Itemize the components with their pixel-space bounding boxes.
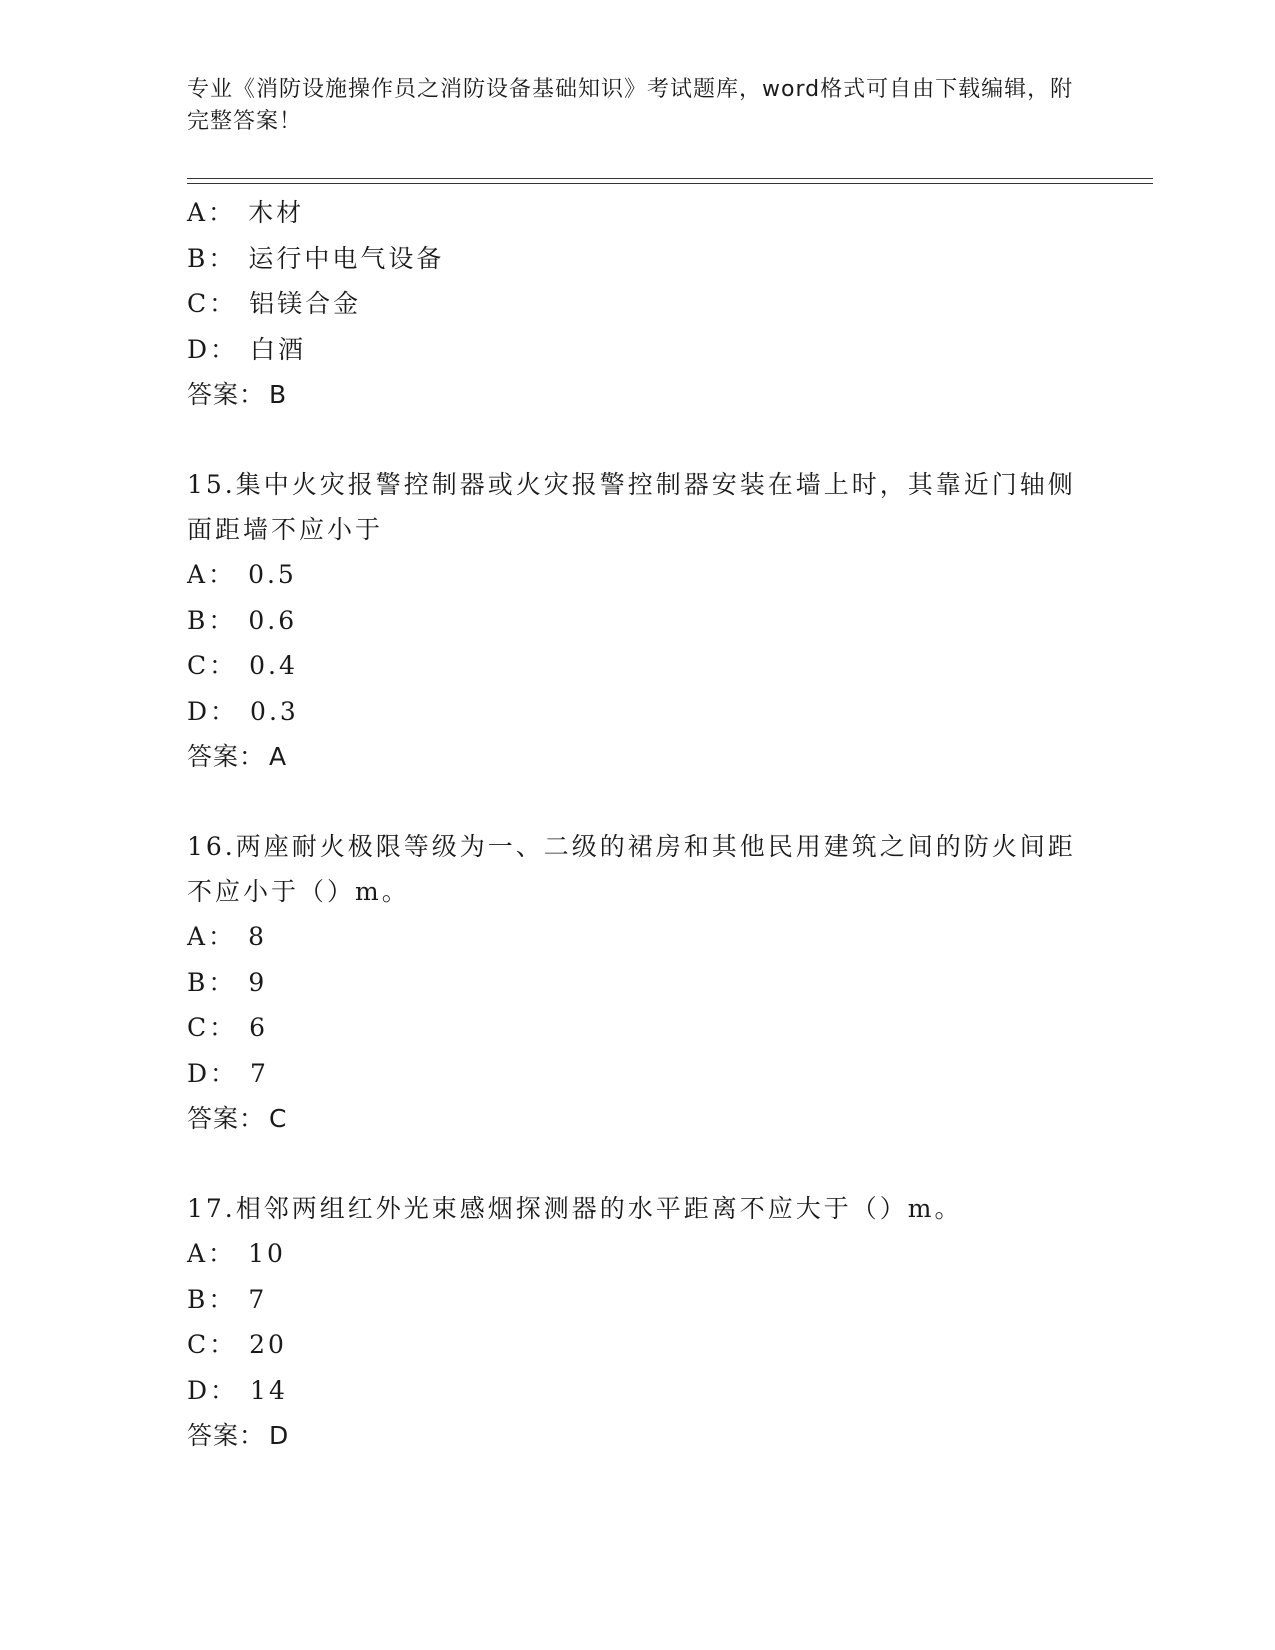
- answer-label: 答案：: [187, 742, 266, 771]
- answer-label: 答案：: [187, 1104, 266, 1133]
- answer-value: C: [269, 1104, 288, 1133]
- option-b: [187, 960, 1087, 1006]
- option-key: C：: [187, 1330, 238, 1359]
- option-text: 7: [250, 1058, 269, 1088]
- option-text: 木材: [248, 198, 305, 227]
- option-text: 0.4: [249, 651, 298, 680]
- option-key: C：: [187, 1013, 238, 1042]
- option-text: 20: [249, 1330, 287, 1359]
- option-key: A：: [187, 922, 237, 951]
- option-d: [187, 689, 1087, 735]
- option-key: A：: [187, 560, 237, 589]
- header-title: 专业《消防设施操作员之消防设备基础知识》考试题库，word格式可自由下载编辑，附完整答案！: [187, 77, 1074, 134]
- spacer: [187, 417, 1087, 462]
- option-a: [187, 190, 1087, 236]
- option-text: 0.3: [250, 696, 299, 726]
- option-key: B：: [187, 967, 237, 997]
- answer-line: [187, 372, 1087, 417]
- option-d: [187, 1051, 1087, 1097]
- option-key: A：: [187, 1239, 237, 1268]
- option-text: 14: [250, 1375, 288, 1405]
- spacer: [187, 1141, 1087, 1186]
- option-text: 6: [249, 1013, 269, 1042]
- question-stem: 16.两座耐火极限等级为一、二级的裙房和其他民用建筑之间的防火间距不应小于（）m。: [187, 832, 1076, 906]
- option-d: [187, 327, 1087, 373]
- option-a: [187, 1231, 1087, 1277]
- question-15: [187, 462, 1087, 779]
- option-text: 0.6: [248, 605, 298, 635]
- option-key: A：: [187, 198, 237, 227]
- answer-label: 答案：: [187, 380, 266, 409]
- option-key: D：: [187, 696, 239, 726]
- option-c: [187, 643, 1087, 689]
- question-17: [187, 1186, 1087, 1458]
- answer-line: [187, 1413, 1087, 1458]
- question-stem: 17.相邻两组红外光束感烟探测器的水平距离不应大于（）m。: [187, 1194, 963, 1223]
- question-stem: 15.集中火灾报警控制器或火灾报警控制器安装在墙上时，其靠近门轴侧面距墙不应小于: [187, 470, 1076, 544]
- option-text: 10: [248, 1239, 286, 1268]
- option-text: 铝镁合金: [249, 289, 362, 318]
- question-list: [187, 190, 1087, 1458]
- option-key: B：: [187, 605, 237, 635]
- option-key: C：: [187, 289, 238, 318]
- option-key: D：: [187, 1375, 239, 1405]
- option-key: B：: [187, 243, 237, 273]
- option-d: [187, 1368, 1087, 1414]
- header-divider-bottom: [187, 183, 1153, 184]
- answer-line: [187, 734, 1087, 779]
- answer-line: [187, 1096, 1087, 1141]
- option-c: [187, 1005, 1087, 1051]
- answer-value: A: [269, 742, 288, 771]
- option-key: B：: [187, 1284, 237, 1314]
- option-a: [187, 914, 1087, 960]
- option-key: D：: [187, 334, 239, 364]
- option-text: 运行中电气设备: [248, 243, 445, 273]
- option-b: [187, 1277, 1087, 1323]
- answer-label: 答案：: [187, 1421, 266, 1450]
- option-text: 8: [248, 922, 267, 951]
- spacer: [187, 779, 1087, 824]
- option-text: 白酒: [250, 334, 307, 364]
- option-b: [187, 598, 1087, 644]
- option-c: [187, 281, 1087, 327]
- document-header: [187, 74, 1087, 138]
- option-text: 9: [248, 967, 268, 997]
- question-16: [187, 824, 1087, 1141]
- question-14-continued: [187, 190, 1087, 417]
- option-key: C：: [187, 651, 238, 680]
- answer-value: B: [269, 380, 288, 409]
- option-key: D：: [187, 1058, 239, 1088]
- option-c: [187, 1322, 1087, 1368]
- header-divider-top: [187, 178, 1153, 179]
- option-text: 0.5: [248, 560, 297, 589]
- answer-value: D: [269, 1421, 290, 1450]
- option-b: [187, 236, 1087, 282]
- option-text: 7: [248, 1284, 268, 1314]
- option-a: [187, 552, 1087, 598]
